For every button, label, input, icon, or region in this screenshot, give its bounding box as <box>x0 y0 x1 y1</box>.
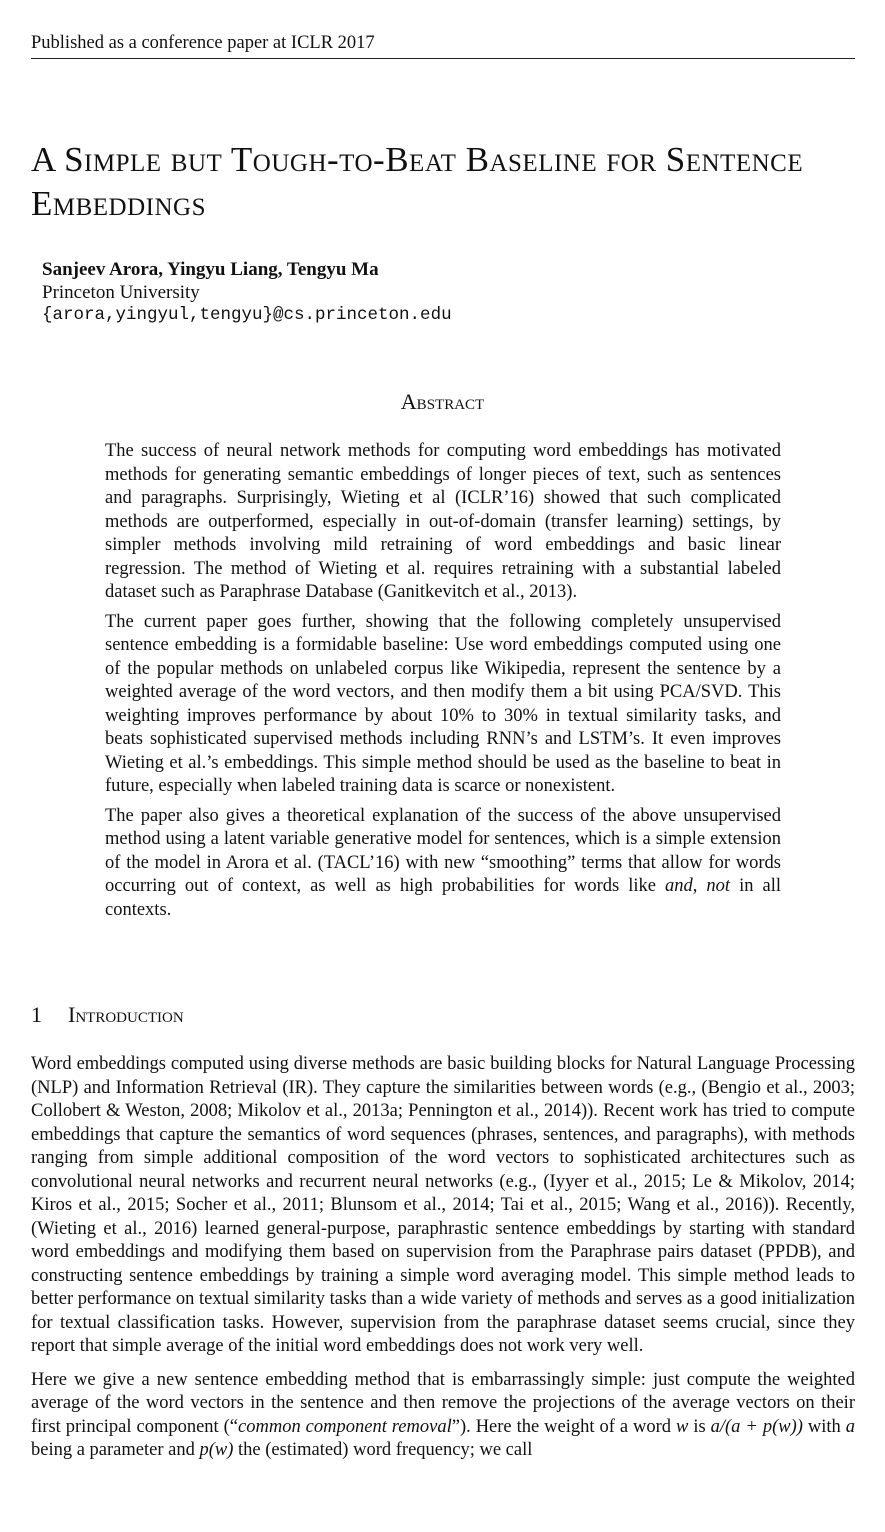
abstract-p3-end: in all contexts. <box>105 876 782 920</box>
author-email: {arora,yingyul,tengyu}@cs.princeton.edu <box>42 305 452 325</box>
intro-p2-emphasis: common component removal <box>238 1416 452 1437</box>
abstract-p3-comma: , <box>692 876 707 896</box>
intro-paragraph-1: Word embeddings computed using diverse methods are basic building blocks for Natural Language Processing (NLP) and Information Retrieval (IR). They capture the similarities between words (e.g., (Bengio et al., 2003; Collobert & Weston, 2008; Mikolov et al., 2013a; Pennington et al., 2014)). Recent work has tried to compute embeddings that capture the semantics of word sequences (phrases, sentences, and paragraphs), with methods ranging from simple additional composition of the word vectors to sophisticated architectures such as convolutional neural networks and recurrent neural networks (e.g., (Iyyer et al., 2015; Le & Mikolov, 2014; Kiros et al., 2015; Socher et al., 2011; Blunsom et al., 2014; Tai et al., 2015; Wang et al., 2016)). Recently, (Wieting et al., 2016) learned general-purpose, paraphrastic sentence embeddings by starting with standard word embeddings and modifying them based on supervision from the Paraphrase pairs dataset (PPDB), and constructing sentence embeddings by training a simple word averaging model. This simple method leads to better performance on textual similarity tasks than a wide variety of methods and serves as a good initialization for textual classification tasks. However, supervision from the paraphrase dataset seems crucial, since they report that simple average of the initial word embeddings does not work very well. <box>31 1054 855 1356</box>
author-names: Sanjeev Arora, Yingyu Liang, Tengyu Ma <box>42 259 379 280</box>
abstract-p3-not: not <box>706 876 731 896</box>
section-title: Introduction <box>68 1002 184 1027</box>
section-heading-introduction <box>31 1001 184 1029</box>
intro-p2-text-e: being a parameter and <box>31 1440 200 1460</box>
intro-p2-var-a: a <box>845 1416 855 1437</box>
running-header: Published as a conference paper at ICLR 2017 <box>31 30 855 59</box>
intro-p2-text-b: ”). Here the weight of a word <box>451 1416 677 1437</box>
intro-p2-var-pw: p(w) <box>199 1440 234 1460</box>
intro-p2-text-f: the (estimated) word frequency; we call <box>233 1440 533 1460</box>
intro-p2-var-w: w <box>676 1416 689 1437</box>
author-affiliation: Princeton University <box>42 282 200 303</box>
author-block <box>42 258 452 327</box>
abstract-heading: Abstract <box>400 389 485 414</box>
intro-p2-formula: a/(a + p(w)) <box>710 1416 803 1437</box>
section-number: 1 <box>31 1002 42 1027</box>
introduction-body <box>31 1053 855 1473</box>
abstract-p3-and: and <box>665 876 693 896</box>
abstract-body <box>105 440 781 928</box>
intro-paragraph-2 <box>31 1369 855 1463</box>
intro-p2-text-d: with <box>802 1416 846 1437</box>
abstract-p3-text: The paper also gives a theoretical explanation of the success of the above unsupervised method using a latent variable generative model for sentences, which is a simple extension of the model in Arora et al. (TACL’16) with new “smoothing” terms that allow for words occurring out of context, as well as high probabilities for words like <box>105 805 781 896</box>
intro-p2-text-c: is <box>688 1416 711 1437</box>
paper-title: A Simple but Tough-to-Beat Baseline for Sentence Embeddings <box>31 140 804 223</box>
abstract-paragraph-2: The current paper goes further, showing that the following completely unsupervised sentence embedding is a formidable baseline: Use word embeddings computed using one of the popular methods on unlabeled corpus like Wikipedia, represent the sentence by a weighted average of the word vectors, and then modify them a bit using PCA/SVD. This weighting improves performance by about 10% to 30% in textual similarity tasks, and beats sophisticated supervised methods including RNN’s and LSTM’s. It even improves Wieting et al.’s embeddings. This simple method should be used as the baseline to beat in future, especially when labeled training data is scarce or nonexistent. <box>105 611 781 796</box>
abstract-paragraph-3 <box>105 805 781 923</box>
intro-p2-text-a: Here we give a new sentence embedding method that is embarrassingly simple: just compute the weighted average of the word vectors in the sentence and then remove the projections of the average vectors on their first principal component (“ <box>31 1369 855 1437</box>
abstract-paragraph-1: The success of neural network methods for computing word embeddings has motivated methods for generating semantic embeddings of longer pieces of text, such as sentences and paragraphs. Surprisingly, Wieting et al (ICLR’16) showed that such complicated methods are outperformed, especially in out-of-domain (transfer learning) settings, by simpler methods involving mild retraining of word embeddings and basic linear regression. The method of Wieting et al. requires retraining with a substantial labeled dataset such as Paraphrase Database (Ganitkevitch et al., 2013). <box>105 441 781 602</box>
